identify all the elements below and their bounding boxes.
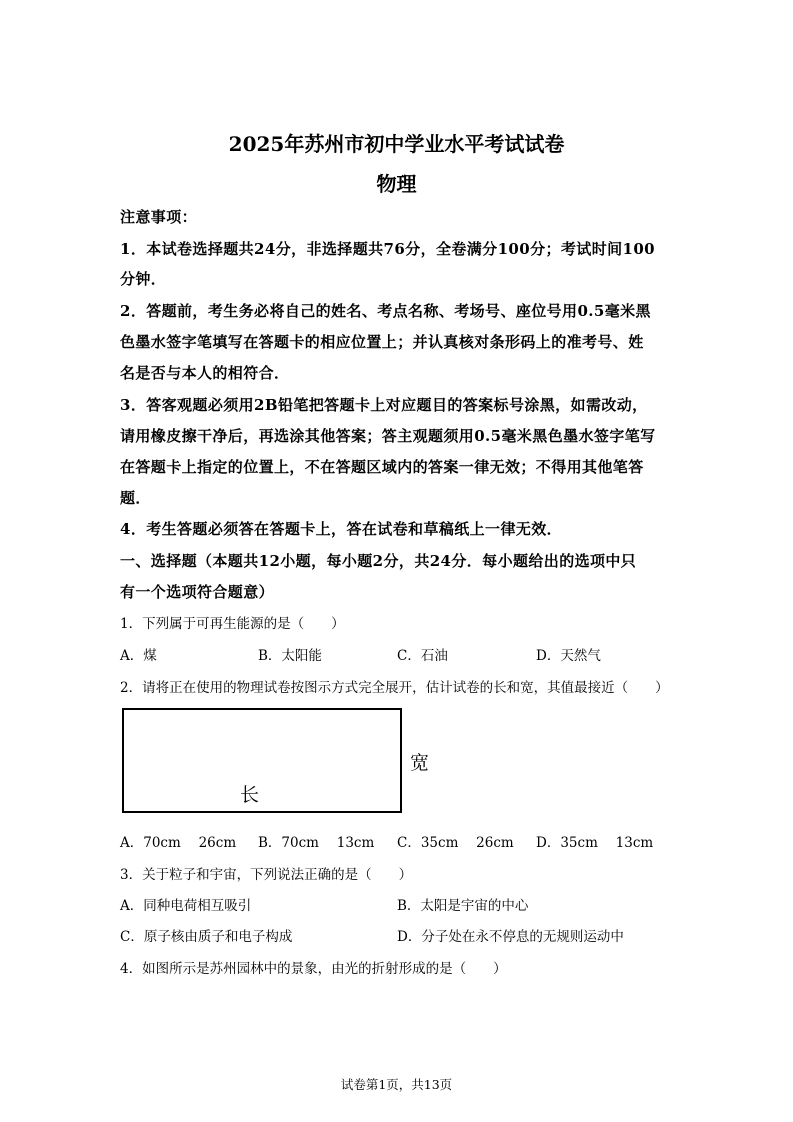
q3-option-d: D．分子处在永不停息的无规则运动中 bbox=[397, 929, 624, 945]
notice-line: 4．考生答题必须答在答题卡上，答在试卷和草稿纸上一律无效． bbox=[120, 520, 563, 538]
width-label: 宽 bbox=[410, 752, 430, 774]
paper-diagram-rectangle bbox=[122, 708, 402, 813]
section-heading: 一、选择题（本题共12小题，每小题2分，共24分．每小题给出的选项中只 bbox=[120, 552, 637, 570]
notice-line: 1．本试卷选择题共24分，非选择题共76分，全卷满分100分；考试时间100 bbox=[120, 240, 656, 258]
question-2-stem: 2．请将正在使用的物理试卷按图示方式完全展开，估计试卷的长和宽，其值最接近（ ） bbox=[120, 680, 669, 696]
q2-option-a: A．70cm 26cm bbox=[120, 835, 237, 851]
page-title: 2025年苏州市初中学业水平考试试卷 bbox=[228, 132, 565, 156]
q2-option-d: D．35cm 13cm bbox=[536, 835, 654, 851]
length-label: 长 bbox=[240, 784, 260, 806]
notice-line: 请用橡皮擦干净后，再选涂其他答案；答主观题须用0.5毫米黑色墨水签字笔写 bbox=[120, 427, 656, 445]
notice-heading: 注意事项： bbox=[120, 208, 198, 226]
q3-option-b: B．太阳是宇宙的中心 bbox=[397, 898, 529, 914]
q1-option-b: B．太阳能 bbox=[258, 648, 322, 664]
question-1-stem: 1．下列属于可再生能源的是（ ） bbox=[120, 616, 345, 632]
notice-line: 分钟． bbox=[120, 270, 167, 288]
section-heading-cont: 有一个选项符合题意） bbox=[120, 583, 275, 601]
subject-title: 物理 bbox=[376, 172, 417, 196]
notice-line: 色墨水签字笔填写在答题卡的相应位置上；并认真核对条形码上的准考号、姓 bbox=[120, 333, 644, 351]
q1-option-c: C．石油 bbox=[397, 648, 448, 664]
notice-line: 在答题卡上指定的位置上，不在答题区域内的答案一律无效；不得用其他笔答 bbox=[120, 458, 644, 476]
notice-line: 3．答客观题必须用2B铅笔把答题卡上对应题目的答案标号涂黑，如需改动， bbox=[120, 396, 648, 414]
notice-line: 名是否与本人的相符合． bbox=[120, 364, 290, 382]
page-footer: 试卷第1页，共13页 bbox=[340, 1077, 453, 1092]
q2-option-c: C．35cm 26cm bbox=[397, 835, 514, 851]
q1-option-d: D．天然气 bbox=[536, 648, 601, 664]
question-3-stem: 3．关于粒子和宇宙，下列说法正确的是（ ） bbox=[120, 867, 413, 883]
question-4-stem: 4．如图所示是苏州园林中的景象，由光的折射形成的是（ ） bbox=[120, 961, 507, 977]
q3-option-a: A．同种电荷相互吸引 bbox=[120, 898, 252, 914]
notice-line: 题． bbox=[120, 489, 151, 507]
q2-option-b: B．70cm 13cm bbox=[258, 835, 375, 851]
notice-line: 2．答题前，考生务必将自己的姓名、考点名称、考场号、座位号用0.5毫米黑 bbox=[120, 302, 651, 320]
q3-option-c: C．原子核由质子和电子构成 bbox=[120, 929, 293, 945]
q1-option-a: A．煤 bbox=[120, 648, 157, 664]
